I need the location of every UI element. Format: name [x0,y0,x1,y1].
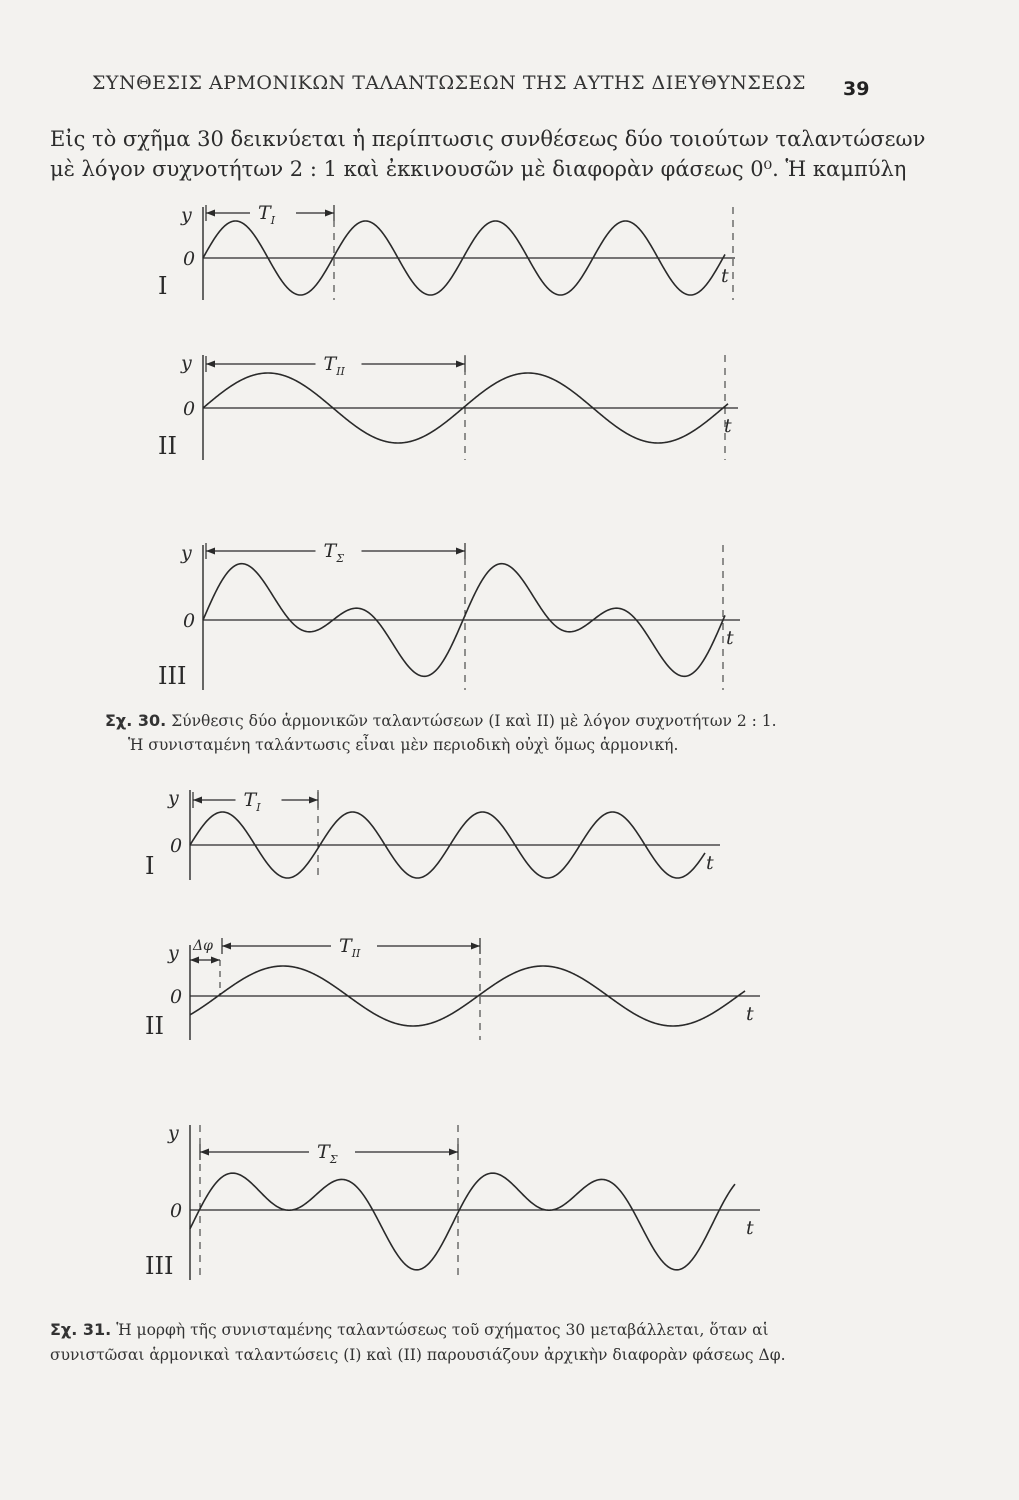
fig30-caption-line-1 [105,711,777,730]
origin-label: 0 [170,1200,183,1222]
period-dimension [206,540,465,565]
period-subscript: I [256,801,261,814]
origin-label: 0 [183,248,196,270]
fig30-caption-text: Σύνθεσις δύο ἁρμονικῶν ταλαντώσεων (I καὶ II) μὲ λόγον συχνοτήτων 2 : 1. [171,712,777,730]
fig31-panel-I [145,787,720,880]
arrowhead-right [325,210,334,217]
period-label: $T_I$ [258,202,276,227]
delta-phi-label: Δφ [193,938,213,954]
fig30-caption-number: Σχ. 30. [105,711,167,730]
delta-phi-marker [190,938,220,996]
page-number: 39 [843,78,870,100]
period-subscript: II [336,365,345,378]
t-axis-label: t [721,265,729,287]
body-text-line-1: Εἰς τὸ σχῆμα 30 δεικνύεται ἡ περίπτωσις συνθέσεως δύο τοιούτων ταλαντώσεων [50,127,926,151]
fig31-panel-III [145,1122,760,1280]
origin-label: 0 [170,986,183,1008]
period-label: $T_{II}$ [339,935,361,960]
body-text-line-2: μὲ λόγον συχνοτήτων 2 : 1 καὶ ἐκκινουσῶν μὲ διαφορὰν φάσεως 0⁰. Ἡ καμπύλη [50,157,907,181]
arrowhead-left [193,797,202,804]
t-axis-label: t [746,1217,754,1239]
arrowhead-right [449,1149,458,1156]
row-numeral: I [158,272,168,300]
fig30-panel-III [158,540,740,690]
t-axis-label: t [746,1003,754,1025]
fig30-caption-line-2: Ἡ συνισταμένη ταλάντωσις εἶναι μὲν περιοδικὴ οὐχὶ ὅμως ἁρμονική. [128,736,679,754]
fig30-panel-II [158,352,738,460]
arrowhead-left [200,1149,209,1156]
y-axis-label: y [181,352,192,374]
arrowhead-right [456,548,465,555]
running-title: ΣΥΝΘΕΣΙΣ ΑΡΜΟΝΙΚΩΝ ΤΑΛΑΝΤΩΣΕΩΝ ΤΗΣ ΑΥΤΗΣ ΔΙΕΥΘΥΝΣΕΩΣ [92,72,806,94]
delta-phi-arrow-left [190,957,199,964]
arrowhead-left [206,361,215,368]
arrowhead-right [456,361,465,368]
origin-label: 0 [183,398,196,420]
y-axis-label: y [168,787,179,809]
arrowhead-left [206,548,215,555]
period-label: $T_I$ [243,789,261,814]
t-axis-label: t [706,852,714,874]
row-numeral: II [145,1012,164,1040]
row-numeral: III [145,1252,174,1280]
row-numeral: II [158,432,177,460]
t-axis-label: t [726,627,734,649]
figure-30 [158,202,740,690]
fig31-caption-line-2: συνιστῶσαι ἁρμονικαὶ ταλαντώσεις (I) καὶ (II) παρουσιάζουν ἀρχικὴν διαφορὰν φάσεως Δφ. [50,1346,786,1364]
period-label: $T_{II}$ [323,353,345,378]
period-subscript: Σ [336,552,344,565]
fig30-panel-I [158,202,735,300]
period-dimension [200,1141,458,1166]
row-numeral: I [145,852,155,880]
figure-31 [145,787,760,1280]
period-dimension [206,202,334,227]
origin-label: 0 [183,610,196,632]
delta-phi-arrow-right [211,957,220,964]
period-label: $T_\Sigma$ [317,1141,338,1166]
waveform-curve [190,1173,735,1270]
origin-label: 0 [170,835,183,857]
y-axis-label: y [168,1122,179,1144]
period-subscript: Σ [329,1153,338,1166]
period-dimension [222,935,480,960]
arrowhead-right [309,797,318,804]
period-label: $T_\Sigma$ [323,540,344,565]
period-subscript: II [351,947,361,960]
fig31-caption-number: Σχ. 31. [50,1320,112,1339]
period-dimension [206,353,465,378]
arrowhead-left [206,210,215,217]
row-numeral: III [158,662,187,690]
y-axis-label: y [181,542,192,564]
y-axis-label: y [168,942,179,964]
fig31-caption-line-1 [50,1320,769,1339]
fig31-caption-text: Ἡ μορφὴ τῆς συνισταμένης ταλαντώσεως τοῦ σχήματος 30 μεταβάλλεται, ὅταν αἱ [116,1321,769,1339]
arrowhead-right [471,943,480,950]
fig31-panel-II [145,935,760,1040]
period-subscript: I [270,214,276,227]
arrowhead-left [222,943,231,950]
t-axis-label: t [724,415,732,437]
period-dimension [193,789,318,814]
y-axis-label: y [181,204,192,226]
